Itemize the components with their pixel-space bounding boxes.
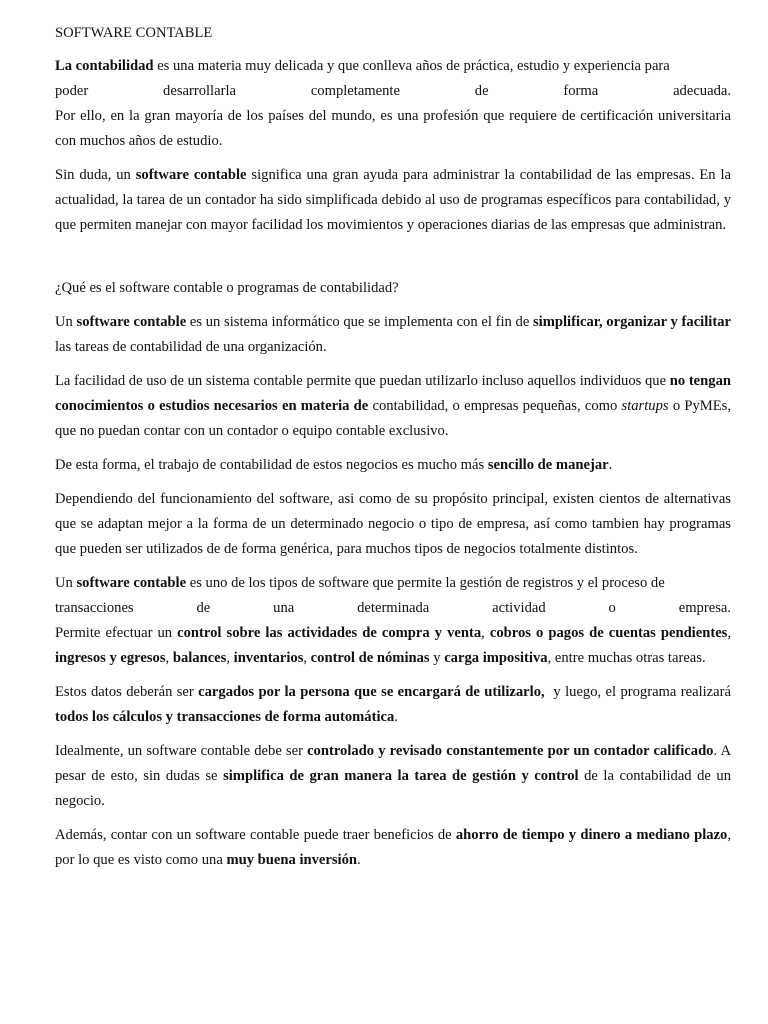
- italic-text: startups: [621, 398, 669, 414]
- paragraph-text: La facilidad de uso de un sistema contable permite que puedan utilizarlo incluso aquellos individuos que: [55, 373, 670, 389]
- paragraph-text: significa una gran ayuda para administrar la contabilidad de las empresas. En la actualidad, la tarea de un contador ha sido simplificada debido al uso de programas específicos para contabilidad, y que permiten manejar con mayor facilidad los movimientos y operaciones diarias de las empresas que administran.: [55, 167, 731, 233]
- paragraph-text: ,: [165, 650, 173, 666]
- bold-text: sencillo de manejar: [487, 457, 609, 473]
- bold-text: carga impositiva: [444, 650, 548, 666]
- paragraph-text: .: [357, 852, 361, 868]
- paragraph-6: [55, 487, 731, 562]
- bold-text: simplificar, organizar y facilitar: [533, 314, 731, 330]
- paragraph-3: [55, 310, 731, 360]
- bold-text: La contabilidad: [55, 58, 154, 74]
- bold-text: balances: [172, 650, 227, 666]
- bold-text: ingresos y egresos: [55, 650, 166, 666]
- paragraph-text: .: [608, 457, 613, 473]
- bold-text: software contable: [135, 167, 247, 183]
- paragraph-text: .: [394, 709, 398, 725]
- bold-text: control sobre las actividades de compra y venta: [177, 625, 482, 641]
- paragraph-text: ,: [226, 650, 234, 666]
- paragraph-text: y luego, el programa realizará: [544, 684, 735, 700]
- paragraph-5: [55, 453, 731, 478]
- bold-text: control de nóminas: [310, 650, 430, 666]
- paragraph-text: y: [429, 650, 445, 666]
- paragraph-text: Permite efectuar un: [55, 625, 178, 641]
- bold-text: software contable: [76, 314, 187, 330]
- bold-text: inventarios: [233, 650, 304, 666]
- paragraph-8: [55, 680, 735, 730]
- bold-text: cargados por la persona que se encargará de utilizarlo,: [198, 684, 545, 700]
- paragraph-text: contabilidad, o empresas pequeñas, como: [368, 398, 622, 414]
- paragraph-text: de la contabilidad de un negocio.: [55, 768, 731, 809]
- document-title-text: SOFTWARE CONTABLE: [55, 25, 213, 41]
- paragraph-text: Dependiendo del funcionamiento del software, asi como de su propósito principal, existen cientos de alternativas que se adaptan mejor a la forma de un determinado negocio o tipo de empresa, así como tambien hay programas que pueden ser utilizados de de forma genérica, para muchos tipos de negocios totalmente distintos.: [55, 491, 731, 557]
- paragraph-text: ,: [481, 625, 490, 641]
- paragraph-text: Por ello, en la gran mayoría de los países del mundo, es una profesión que requiere de certificación universitaria con muchos años de estudio.: [55, 108, 731, 149]
- bold-text: simplifica de gran manera la tarea de gestión y control: [223, 768, 579, 784]
- paragraph-text: De esta forma, el trabajo de contabilidad de estos negocios es mucho más: [55, 457, 488, 473]
- paragraph-text: es un sistema informático que se implementa con el fin de: [186, 314, 533, 330]
- paragraph-10: [55, 823, 731, 873]
- paragraph-9: [55, 739, 731, 814]
- bold-text: muy buena inversión: [226, 852, 358, 868]
- paragraph-1: [55, 54, 731, 154]
- paragraph-text: Un: [55, 314, 77, 330]
- paragraph-text: . A pesar de esto, sin dudas se: [55, 743, 731, 784]
- bold-text: ahorro de tiempo y dinero a mediano plazo: [455, 827, 728, 843]
- paragraph-text: Estos datos deberán ser: [55, 684, 199, 700]
- bold-text: software contable: [76, 575, 187, 591]
- paragraph-2: [55, 163, 731, 238]
- justified-line: transacciones de una determinada actividad o empresa.: [55, 600, 731, 616]
- document-title: [55, 21, 731, 46]
- paragraph-text: ,: [303, 650, 311, 666]
- paragraph-text: Un: [55, 575, 77, 591]
- paragraph-text: Sin duda, un: [55, 167, 136, 183]
- paragraph-text: , por lo que es visto como una: [55, 827, 731, 868]
- paragraph-text: ,: [727, 625, 732, 641]
- bold-text: todos los cálculos y transacciones de forma automática: [55, 709, 395, 725]
- bold-text: no tengan conocimientos o estudios necesarios en materia de: [55, 373, 731, 414]
- paragraph-text: es uno de los tipos de software que permite la gestión de registros y el proceso de: [186, 575, 665, 591]
- paragraph-text: , entre muchas otras tareas.: [547, 650, 706, 666]
- justified-line: poder desarrollarla completamente de forma adecuada.: [55, 83, 731, 99]
- paragraph-4: [55, 369, 731, 444]
- section-heading: [55, 276, 731, 301]
- paragraph-text: Además, contar con un software contable puede traer beneficios de: [55, 827, 456, 843]
- section-heading-text: ¿Qué es el software contable o programas de contabilidad?: [55, 280, 399, 296]
- paragraph-text: Idealmente, un software contable debe ser: [55, 743, 308, 759]
- paragraph-7: [55, 571, 731, 671]
- paragraph-text: o PyMEs, que no puedan contar con un contador o equipo contable exclusivo.: [55, 398, 732, 439]
- bold-text: controlado y revisado constantemente por un contador calificado: [307, 743, 714, 759]
- paragraph-text: las tareas de contabilidad de una organización.: [55, 339, 327, 355]
- paragraph-text: es una materia muy delicada y que conlleva años de práctica, estudio y experiencia para: [153, 58, 670, 74]
- bold-text: cobros o pagos de cuentas pendientes: [489, 625, 728, 641]
